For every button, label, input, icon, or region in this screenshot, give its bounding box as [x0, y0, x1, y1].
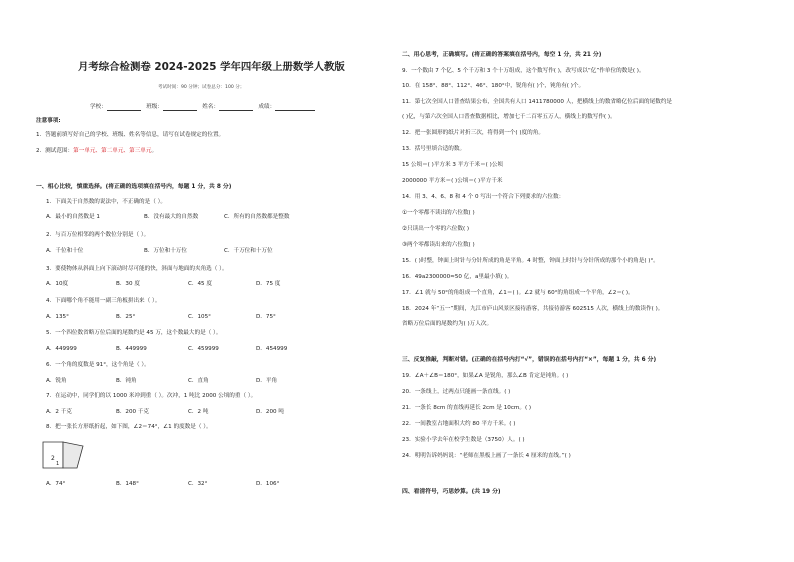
question-5: 5．一个四位数省略万位后面的尾数约是 45 万，这个数最大的是（ ）。 — [46, 330, 222, 336]
q4-option-c[interactable]: C．105° — [188, 314, 211, 320]
question-22: 22．一间教室占地面积大约 80 平方千米。( ) — [402, 421, 516, 427]
school-blank[interactable] — [107, 104, 141, 111]
question-12: 12．把一张圆形的纸片对折三次，将得到一个( )度的角。 — [402, 130, 544, 136]
score-blank[interactable] — [275, 104, 315, 111]
score-label: 成绩： — [258, 104, 276, 110]
notice-scope-label: 2．测试范围： — [36, 148, 74, 154]
q1-option-c[interactable]: C．所有的自然数都是整数 — [224, 214, 290, 220]
q3-option-d[interactable]: D．75 度 — [256, 281, 281, 287]
q6-option-c[interactable]: C．直角 — [188, 378, 209, 384]
question-21: 21．一条长 8cm 的直线再延长 2cm 是 10cm。( ) — [402, 405, 532, 411]
name-label: 姓名： — [202, 104, 220, 110]
q7-option-c[interactable]: C．2 吨 — [188, 409, 209, 415]
class-label: 班级： — [146, 104, 163, 110]
question-11: 11．第七次全国人口普查结果公布，全国共有人口 1411780000 人，把横线上的数省略亿位后面的尾数约是 — [402, 99, 673, 105]
q3-option-c[interactable]: C．45 度 — [188, 281, 212, 287]
q8-option-a[interactable]: A．74° — [46, 481, 66, 487]
question-1: 1．下面关于自然数的说法中，不正确的是（ ）。 — [46, 199, 167, 205]
q8-option-b[interactable]: B．148° — [116, 481, 139, 487]
question-18-cont: 省略万位后面的尾数约为( )万人次。 — [402, 321, 493, 327]
question-14-c: ③两个零都读出来的六位数( ) — [402, 242, 475, 248]
q2-option-b[interactable]: B．万位和十万位 — [144, 248, 187, 254]
question-20: 20．一条线上，过两点只能画一条直线。( ) — [402, 389, 511, 395]
q7-option-d[interactable]: D．200 吨 — [256, 409, 284, 415]
question-6: 6．一个角的度数是 91°，这个角是（ ）。 — [46, 362, 150, 368]
q6-option-d[interactable]: D．平角 — [256, 378, 278, 384]
q2-option-c[interactable]: C．千万位和十万位 — [224, 248, 273, 254]
scope-unit-1: 第一单元 — [73, 148, 96, 154]
q3-option-a[interactable]: A．10度 — [46, 281, 69, 287]
q7-option-b[interactable]: B．200 千克 — [116, 409, 150, 415]
question-17: 17．∠1 就与 50°的角组成一个直角，∠1＝( )。∠2 就与 60°的角组成一个平角，∠2＝( )。 — [402, 290, 634, 296]
folded-paper-figure — [41, 438, 87, 470]
question-13-line-1: 15 公顷＝( )平方米 3 平方千米＝( )公顷 — [402, 162, 504, 168]
question-24: 24．明明告诉妈妈说：“老师在黑板上画了一条长 4 厘米的直线。”( ) — [402, 453, 571, 459]
question-8: 8．把一张长方形纸折起，如下图，∠2＝74°，∠1 的度数是（ ）。 — [46, 424, 212, 430]
svg-text:2: 2 — [51, 455, 55, 462]
question-11-cont: ( )亿，与第六次全国人口普查数据相比，增加七千二百零五万人，横线上的数写作( )。 — [402, 114, 616, 120]
question-16: 16．49a2300000≈50 亿，a里最小填( )。 — [402, 274, 513, 280]
question-14-b: ②只读出一个零的六位数( ) — [402, 226, 470, 232]
notice-item-1: 1．答题前填写好自己的学校、班级、姓名等信息，请写在试卷规定的位置。 — [36, 132, 225, 138]
section-2-heading: 二、用心思考，正确填写。(将正确的答案填在括号内，每空 1 分，共 21 分) — [402, 52, 602, 58]
school-label: 学校： — [90, 104, 107, 110]
notice-heading: 注意事项: — [36, 118, 61, 124]
question-2: 2．与百万位相邻的两个数位分别是（ ）。 — [46, 232, 150, 238]
q8-option-d[interactable]: D．106° — [256, 481, 280, 487]
section-1-heading: 一、相心比较，慎重选择。(将正确的选项填在括号内，每题 1 分，共 8 分) — [36, 184, 232, 190]
question-18: 18．2024 年“五一”期间，九江市庐山风景区接待游客，共接待游客 602515 人次，横线上的数读作( )。 — [402, 306, 664, 312]
q4-option-b[interactable]: B．25° — [116, 314, 136, 320]
question-9: 9．一个数由 7 个亿、5 个千万和 3 个十万组成，这个数写作( )，改写成以“亿”作单位的数是( )。 — [402, 68, 645, 74]
q2-option-a[interactable]: A．千位和十位 — [46, 248, 84, 254]
question-7: 7．在运动中，同学们的以 1000 米冲到重（ ）。次冲，1 吨比 2000 公顷的重（ ）。 — [46, 393, 257, 399]
question-23: 23．实验小学去年在校学生数是（3750）人。( ) — [402, 437, 525, 443]
notice-item-2 — [36, 148, 157, 155]
svg-text:1: 1 — [56, 461, 60, 467]
section-3-heading: 三、反复推敲，判断对错。(正确的在括号内打“√”，错误的在括号内打“×”，每题 1 分，共 6 分) — [402, 357, 657, 363]
q1-option-b[interactable]: B．没有最大的自然数 — [144, 214, 199, 220]
question-4: 4．下面哪个角不能用一副三角板拼出来（ ）。 — [46, 298, 161, 304]
question-10: 10．在 158°、88°、112°、46°、180°中，锐角有( )个，钝角有( )个。 — [402, 83, 585, 89]
class-blank[interactable] — [163, 104, 197, 111]
name-blank[interactable] — [219, 104, 253, 111]
info-fields — [90, 104, 315, 111]
q7-option-a[interactable]: A．2 千克 — [46, 409, 72, 415]
q5-option-d[interactable]: D．454999 — [256, 346, 288, 352]
question-19: 19．∠A＋∠B＝180°，如果∠A 是锐角，那么∠B 肯定是钝角。( ) — [402, 373, 569, 379]
question-3: 3．要使物体从斜面上向下滚动时尽可能的快，斜面与地面的夹角选（ ）。 — [46, 266, 228, 272]
scope-unit-2: 、第二单元 — [95, 148, 124, 154]
q6-option-b[interactable]: B．钝角 — [116, 378, 137, 384]
question-14: 14．用 3、4、6、8 和 4 个 0 写出一个符合下列要求的六位数： — [402, 194, 565, 200]
q4-option-d[interactable]: D．75° — [256, 314, 276, 320]
exam-info: 考试时间：90 分钟；试卷总分：100 分； — [158, 85, 245, 90]
q6-option-a[interactable]: A．锐角 — [46, 378, 67, 384]
q4-option-a[interactable]: A．135° — [46, 314, 69, 320]
scope-unit-3: 、第三单元 — [123, 148, 152, 154]
scope-end: 。 — [151, 148, 158, 154]
q1-option-a[interactable]: A．最小的自然数是 1 — [46, 214, 100, 220]
page-title: 月考综合检测卷 2024-2025 学年四年级上册数学人教版 — [78, 61, 345, 73]
q5-option-a[interactable]: A．449999 — [46, 346, 77, 352]
q5-option-b[interactable]: B．449999 — [116, 346, 147, 352]
q5-option-c[interactable]: C．459999 — [188, 346, 219, 352]
question-14-a: ①一个零都不读出的六位数( ) — [402, 210, 475, 216]
section-4-heading: 四、看清符号，巧思妙算。(共 19 分) — [402, 489, 501, 495]
question-13-line-2: 2000000 平方米＝( )公顷＝( )平方千米 — [402, 178, 503, 184]
q3-option-b[interactable]: B．30 度 — [116, 281, 140, 287]
question-15: 15．( )时整，钟面上时针与分针所成的角是平角。4 时整，钟面上时针与分针所成的那个小的角是( )°。 — [402, 258, 659, 264]
question-13: 13．括号里填合适的数。 — [402, 146, 466, 152]
q8-option-c[interactable]: C．32° — [188, 481, 208, 487]
